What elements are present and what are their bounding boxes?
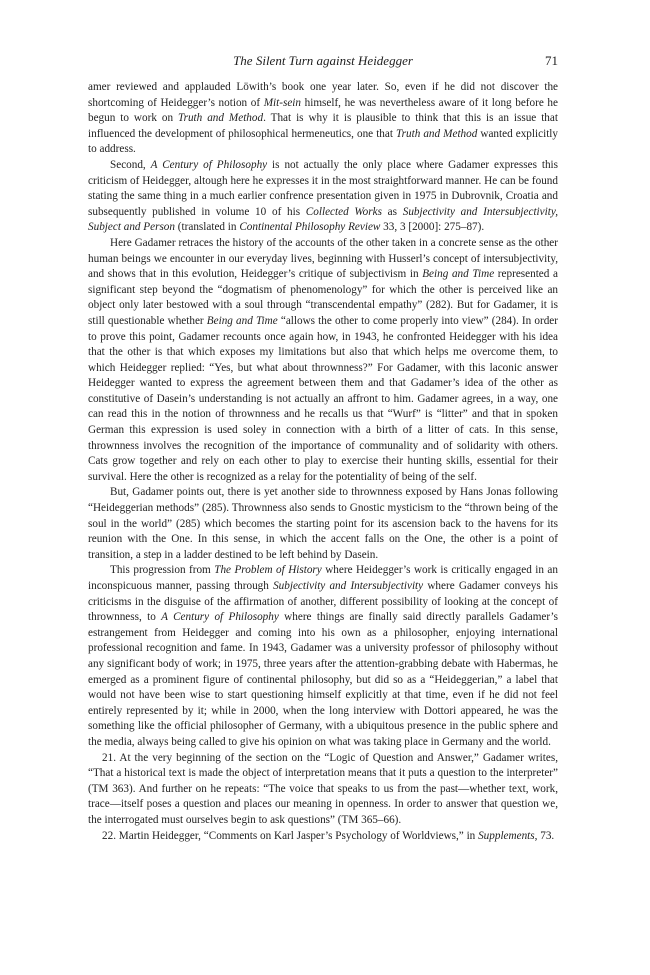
text-run: But, Gadamer points out, there is yet another side to thrownness exposed by Hans Jonas following “Heideggerian methods” (285). Thrownness also sends to Gnostic mysticism to the “thrown being of the soul in the world” (285) which becomes the starting point for its ascension back to the havens for its reunion with the One. In this sense, in which the accent falls on the One, the other is a point of transition, a step in a ladder destined to be left behind by Dasein. xyxy=(88,486,558,561)
italic-text-run: The Problem of History xyxy=(214,564,322,577)
text-run: 33, 3 [2000]: 275–87). xyxy=(380,221,485,234)
text-run: amer reviewed and applauded Löwith’s book one year later. So, even if he did not discover the shortcoming of Heidegger’s notion of xyxy=(88,81,558,109)
italic-text-run: Truth and Method xyxy=(178,112,264,125)
text-run: “allows the other to come properly into view” (284). In order to prove this point, Gadamer recounts once again how, in 1943, he confronted Heidegger with his idea that the other is that which exposes my limitations but also that which helps me overcome them, to which Heidegger replied: “Yes, but what about thrownness?” For Gadamer, with this laconic answer Heidegger wanted to express the agreement between them and that Gadamer’s idea of the other as constitutive of Dasein’s understanding is not actually an affront to him. Gadamer agrees, in a way, one can read this in the notion of thrownness and he recalls us that “Wurf” is “litter” and that in spoken German this expression is used soley in connection with a birth of a litter of cats. In this sense, thrownness involves the recognition of the importance of communality and of solidarity with others. Cats grow together and rely on each other to play to exercise their hunting skills, essential for their survival. Here the other is recognized as a relay for the potentiality of being of the self. xyxy=(88,314,558,483)
text-run: where things are finally said directly parallels Gadamer’s estrangement from Heidegger and coming into his own as a philosopher, enjoying international professional recognition and fame. In 1943, Gadamer was a university professor of philosophy without any significant body of work; in 1975, three years after the attention-grabbing debate with Habermas, he emerged as a prominent figure of continental philosophy, but did so as a “Heideggerian,” a label that would not have been wise to start questioning himself explicitly at that time, even if he did not feel entirely represented by it; while in 2000, when the long interview with Dottori appeared, he was the something like the official philosopher of Germany, with a ubiquitous presence in the public sphere and the media, always being called to give his opinion on what was taking place in Germany and the world. xyxy=(88,611,558,748)
body-text xyxy=(88,80,558,844)
text-run: 22. Martin Heidegger, “Comments on Karl Jasper’s Psychology of Worldviews,” in xyxy=(102,829,479,842)
italic-text-run: A Century of Philosophy xyxy=(161,611,279,624)
page-number: 71 xyxy=(545,53,558,68)
text-run: where Heidegger’s work is critically engaged in an inconspicuous manner, passing through xyxy=(88,564,558,592)
running-title: The Silent Turn against Heidegger xyxy=(233,53,413,68)
text-run: 21. At the very beginning of the section on the “Logic of Question and Answer,” Gadamer writes, “That a historical text is made the object of interpretation means that it puts a question to the interpreter” (TM 363). And further on he repeats: “The voice that speaks to us from the past—whether text, work, trace—itself poses a question and places our meaning in openness. In order to answer that question we, the interrogated must ourselves begin to ask questions” (TM 365–66). xyxy=(88,751,558,826)
footnote-21 xyxy=(88,751,558,829)
text-run: as xyxy=(381,205,403,218)
footnote-22 xyxy=(88,829,558,845)
text-run: This progression from xyxy=(110,564,215,577)
italic-text-run: Subjectivity and Intersubjectivity, Subject and Person xyxy=(88,205,558,234)
text-run: (translated in xyxy=(175,221,240,234)
text-run: . That is why it is plausible to think that this is an issue that influenced the development of philosophical hermeneutics, one that xyxy=(88,112,558,140)
paragraph-5 xyxy=(88,563,558,750)
italic-text-run: Being and Time xyxy=(422,268,495,281)
paragraph-3 xyxy=(88,236,558,486)
text-run: , 73. xyxy=(534,829,555,842)
paragraph-4 xyxy=(88,485,558,563)
text-run: himself, he was nevertheless aware of it long before he begun to work on xyxy=(88,96,558,125)
italic-text-run: Being and Time xyxy=(206,314,278,327)
text-run: represented a significant step beyond the “dogmatism of phenomenology” for which the other is perceived like an object only later bestowed with a soul through “transcendental empathy” (282). But for Gadamer, it is still questionable whether xyxy=(88,268,558,327)
italic-text-run: Collected Works xyxy=(305,205,382,218)
text-run: wanted explicitly to address. xyxy=(88,127,558,156)
italic-text-run: Truth and Method xyxy=(396,127,478,140)
italic-text-run: A Century of Philosophy xyxy=(150,158,268,171)
italic-text-run: Continental Philosophy Review xyxy=(239,221,381,234)
italic-text-run: Subjectivity and Intersubjectivity xyxy=(273,580,424,592)
text-run: Here Gadamer retraces the history of the accounts of the other taken in a concrete sense as the other human beings we encounter in our everyday lives, beginning with Husserl’s concept of intersubjectivity, and shows that in this evolution, Heidegger’s critique of subjectivism in xyxy=(88,236,558,281)
text-run: is not actually the only place where Gadamer expresses this criticism of Heidegger, altough here he expresses it in the most straightforward manner. He can be found stating the same thing in a much earlier confrence presentation given in 1975 in Dubrovnik, Croatia and subsequently published in volume 10 of his xyxy=(88,158,559,218)
italic-text-run: Supplements xyxy=(478,829,535,842)
text-run: Second, xyxy=(110,158,151,171)
paragraph-2 xyxy=(88,158,558,236)
running-head xyxy=(88,52,558,70)
paragraph-1 xyxy=(88,80,558,158)
italic-text-run: Mit-sein xyxy=(263,96,301,109)
text-run: where Gadamer conveys his criticisms in the disguise of the affirmation of another, different possibility of looking at the concept of thrownness, to xyxy=(88,580,558,624)
